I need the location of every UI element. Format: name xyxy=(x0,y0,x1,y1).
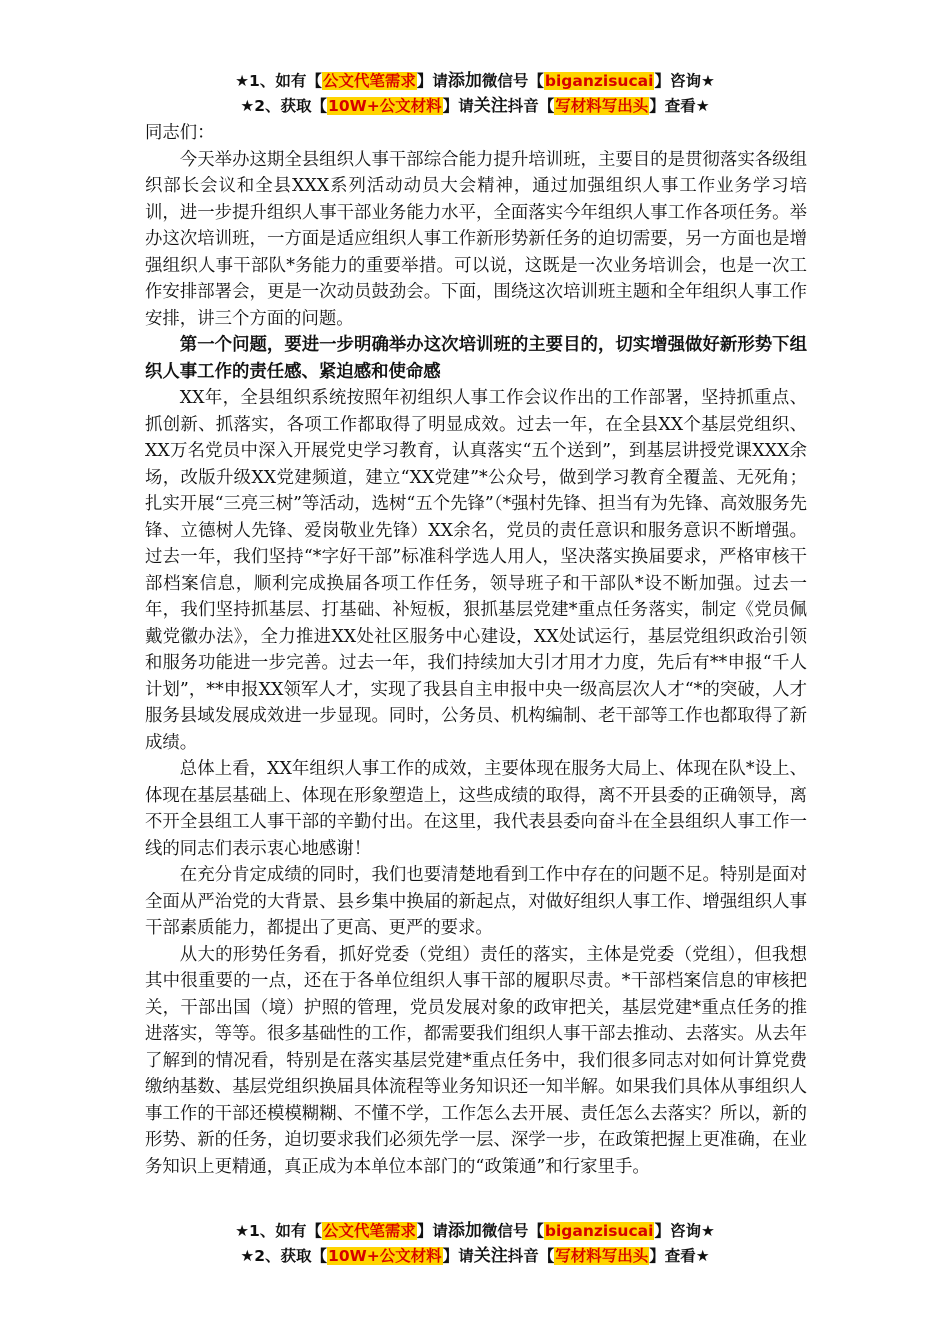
promo-highlight-materials: 10W+公文材料 xyxy=(328,97,442,115)
promo-highlight-douyin: 写材料写出头 xyxy=(555,1247,649,1265)
promo-highlight-wechat-id: biganzisucai xyxy=(544,1222,654,1240)
paragraph-achievements: XX年，全县组织系统按照年初组织人事工作会议作出的工作部署，坚持抓重点、抓创新、抓落实，各项工作都取得了明显成效。过去一年，在全县XX个基层党组织、XX万名党员中深入开展党史学习教育，认真落实“五个送到”，到基层讲授党课XXX余场，改版升级XX党建频道，建立“XX党建”*公众号，做到学习教育全覆盖、无死角；扎实开展“三亮三树”等活动，选树“五个先锋”（*强村先锋、担当有为先锋、高效服务先锋、立德树人先锋、爱岗敬业先锋）XX余名，党员的责任意识和服务意识不断增强。过去一年，我们坚持“*字好干部”标准科学选人用人，坚决落实换届要求，严格审核干部档案信息，顺利完成换届各项工作任务，领导班子和干部队*设不断加强。过去一年，我们坚持抓基层、打基础、补短板，狠抓基层党建*重点任务落实，制定《党员佩戴党徽办法》，全力推进XX处社区服务中心建设，XX处试运行，基层党组织政治引领和服务功能进一步完善。过去一年，我们持续加大引才用才力度，先后有**申报“千人计划”，**申报XX领军人才，实现了我县自主申报中央一级高层次人才“*的突破，人才服务县域发展成效进一步显现。同时，公务员、机构编制、老干部等工作也都取得了新成绩。 xyxy=(145,388,807,753)
paragraph-situation: 从大的形势任务看，抓好党委（党组）责任的落实，主体是党委（党组），但我想其中很重要的一点，还在于各单位组织人事干部的履职尽责。*干部档案信息的审核把关，干部出国（境）护照的管理，党员发展对象的政审把关，基层党建*重点任务的推进落实，等等。很多基础性的工作，都需要我们组织人事干部去推动、去落实。从去年了解到的情况看，特别是在落实基层党建*重点任务中，我们很多同志对如何计算党费缴纳基数、基层党组织换届具体流程等业务知识还一知半解。如果我们具体从事组织人事工作的干部还模模糊糊、不懂不学，工作怎么去开展、责任怎么去落实？所以，新的形势、新的任务，迫切要求我们必须先学一层、深学一步，在政策把握上更准确，在业务知识上更精通，真正成为本单位本部门的“政策通”和行家里手。 xyxy=(145,944,807,1177)
promo-highlight-service: 公文代笔需求 xyxy=(322,1222,416,1240)
promo-highlight-materials: 10W+公文材料 xyxy=(328,1247,442,1265)
paragraph-intro: 今天举办这期全县组织人事干部综合能力提升培训班，主要目的是贯彻落实各级组织部长会议和全县XXX系列活动动员大会精神，通过加强组织人事工作业务学习培训，进一步提升组织人事干部业务能力水平，全面落实今年组织人事工作各项任务。举办这次培训班，一方面是适应组织人事工作新形势新任务的迫切需要，另一方面也是增强组织人事干部队*务能力的重要举措。可以说，这既是一次业务培训会，也是一次工作安排部署会，更是一次动员鼓劲会。下面，围绕这次培训班主题和全年组织人事工作安排，讲三个方面的问题。 xyxy=(145,149,807,329)
footer-promo-line-1: ★1、如有【公文代笔需求】请添加微信号【biganzisucai】咨询★ xyxy=(235,1221,715,1241)
header-promo-line-2: ★2、获取【10W+公文材料】请关注抖音【写材料写出头】查看★ xyxy=(240,96,710,116)
paragraph-summary: 总体上看，XX年组织人事工作的成效，主要体现在服务大局上、体现在队*设上、体现在基层基础上、体现在形象塑造上，这些成绩的取得，离不开县委的正确领导，离不开全县组工人事干部的辛勤付出。在这里，我代表县委向奋斗在全县组织人事工作一线的同志们表示衷心地感谢！ xyxy=(145,759,807,859)
document-body xyxy=(145,120,807,1180)
section-heading-1: 第一个问题，要进一步明确举办这次培训班的主要目的，切实增强做好新形势下组织人事工作的责任感、紧迫感和使命感 xyxy=(145,335,807,382)
promo-highlight-service: 公文代笔需求 xyxy=(322,72,416,90)
paragraph-problems: 在充分肯定成绩的同时，我们也要清楚地看到工作中存在的问题不足。特别是面对全面从严治党的大背景、县乡集中换届的新起点，对做好组织人事工作、增强组织人事干部素质能力，都提出了更高、更严的要求。 xyxy=(145,865,807,938)
promo-highlight-douyin: 写材料写出头 xyxy=(555,97,649,115)
salutation: 同志们： xyxy=(145,123,215,143)
header-promo-line-1: ★1、如有【公文代笔需求】请添加微信号【biganzisucai】咨询★ xyxy=(235,71,715,91)
promo-highlight-wechat-id: biganzisucai xyxy=(544,72,654,90)
footer-promo-line-2: ★2、获取【10W+公文材料】请关注抖音【写材料写出头】查看★ xyxy=(240,1246,710,1266)
